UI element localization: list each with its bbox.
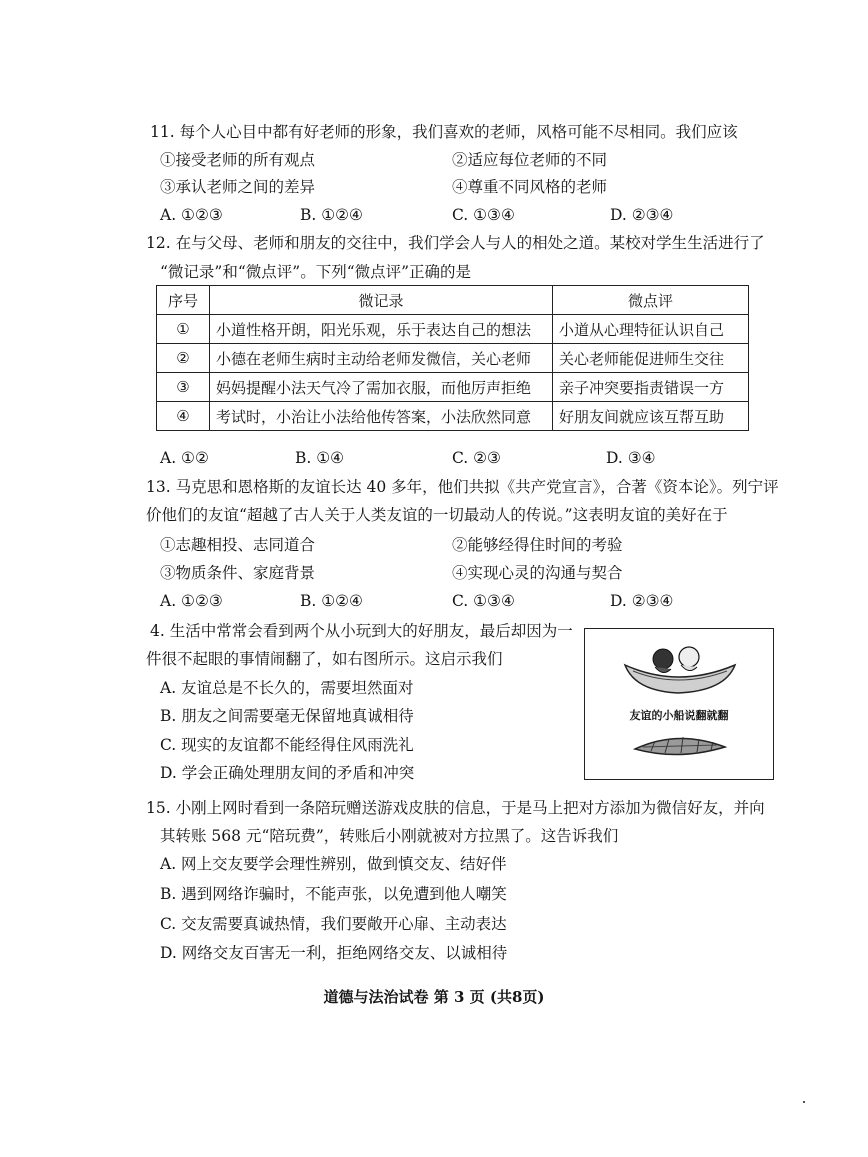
q12-stem-line1: 12. 在与父母、老师和朋友的交往中，我们学会人与人的相处之道。某校对学生生活进行了 [146, 234, 765, 252]
q11-option-d: D. ②③④ [610, 206, 674, 224]
q13-item-2: ②能够经得住时间的考验 [452, 536, 623, 554]
table-cell: 小道性格开朗，阳光乐观，乐于表达自己的想法 [210, 315, 553, 344]
table-cell: 关心老师能促进师生交往 [553, 344, 749, 373]
table-row [157, 315, 749, 344]
friendship-boat-cartoon [584, 628, 774, 780]
q15-option-a: A. 网上交友要学会理性辨别，做到慎交友、结好伴 [160, 855, 507, 873]
q12-option-d: D. ③④ [606, 449, 656, 467]
q13-option-a: A. ①②③ [160, 592, 223, 610]
q15-stem-line1: 15. 小刚上网时看到一条陪玩赠送游戏皮肤的信息，于是马上把对方添加为微信好友，并向 [146, 799, 765, 817]
q14-option-a: A. 友谊总是不长久的，需要坦然面对 [160, 679, 414, 697]
q11-item-3: ③承认老师之间的差异 [160, 178, 316, 196]
q13-item-3: ③物质条件、家庭背景 [160, 564, 316, 582]
table-row [157, 402, 749, 431]
q15-option-d: D. 网络交友百害无一利，拒绝网络交友、以诚相待 [160, 944, 508, 962]
q13-item-1: ①志趣相投、志同道合 [160, 536, 316, 554]
q15-option-c: C. 交友需要真诚热情，我们要敞开心扉、主动表达 [160, 915, 507, 933]
scan-speck [803, 1101, 805, 1103]
table-header-row [157, 286, 749, 315]
q14-stem-line2: 件很不起眼的事情闹翻了，如右图所示。这启示我们 [146, 650, 503, 668]
q14-stem-line1: 4. 生活中常常会看到两个从小玩到大的好朋友，最后却因为一 [150, 622, 573, 640]
table-cell: ④ [157, 402, 210, 431]
q14-option-b: B. 朋友之间需要毫无保留地真诚相待 [160, 707, 414, 725]
table-cell: 小道从心理特征认识自己 [553, 315, 749, 344]
table-row [157, 344, 749, 373]
q13-option-c: C. ①③④ [452, 592, 515, 610]
q13-option-b: B. ①②④ [300, 592, 363, 610]
q11-option-a: A. ①②③ [160, 206, 223, 224]
q15-stem-line2: 其转账 568 元“陪玩费”，转账后小刚就被对方拉黑了。这告诉我们 [160, 827, 619, 845]
boat-illustration [585, 629, 772, 778]
table-header-cell: 序号 [157, 286, 210, 315]
q11-item-1: ①接受老师的所有观点 [160, 151, 316, 169]
q11-item-4: ④尊重不同风格的老师 [452, 178, 608, 196]
q11-stem: 11. 每个人心目中都有好老师的形象，我们喜欢的老师，风格可能不尽相同。我们应该 [150, 123, 738, 141]
q11-item-2: ②适应每位老师的不同 [452, 151, 608, 169]
q13-option-d: D. ②③④ [610, 592, 674, 610]
q14-option-c: C. 现实的友谊都不能经得住风雨洗礼 [160, 736, 414, 754]
q13-stem-line2: 价他们的友谊“超越了古人关于人类友谊的一切最动人的传说。”这表明友谊的美好在于 [146, 506, 728, 524]
q13-item-4: ④实现心灵的沟通与契合 [452, 564, 623, 582]
table-header-cell: 微点评 [553, 286, 749, 315]
q12-option-a: A. ①② [160, 449, 209, 467]
q13-stem-line1: 13. 马克思和恩格斯的友谊长达 40 多年，他们共拟《共产党宣言》，合著《资本论》。列宁评 [146, 478, 779, 496]
q12-stem-line2: “微记录”和“微点评”。下列“微点评”正确的是 [160, 263, 472, 281]
q11-option-b: B. ①②④ [300, 206, 363, 224]
table-cell: ② [157, 344, 210, 373]
page-footer: 道德与法治试卷 第 3 页 (共8页) [323, 988, 545, 1006]
q12-table [156, 285, 749, 431]
q15-option-b: B. 遇到网络诈骗时，不能声张，以免遭到他人嘲笑 [160, 885, 507, 903]
q11-option-c: C. ①③④ [452, 206, 515, 224]
q14-option-d: D. 学会正确处理朋友间的矛盾和冲突 [160, 764, 415, 782]
table-cell: ① [157, 315, 210, 344]
cartoon-caption: 友谊的小船说翻就翻 [629, 709, 729, 722]
table-cell: 妈妈提醒小法天气冷了需加衣服，而他厉声拒绝 [210, 373, 553, 402]
table-cell: 好朋友间就应该互帮互助 [553, 402, 749, 431]
table-header-cell: 微记录 [210, 286, 553, 315]
q12-option-c: C. ②③ [452, 449, 501, 467]
table-row [157, 373, 749, 402]
table-cell: ③ [157, 373, 210, 402]
q12-option-b: B. ①④ [295, 449, 345, 467]
table-cell: 亲子冲突要指责错误一方 [553, 373, 749, 402]
table-cell: 小德在老师生病时主动给老师发微信，关心老师 [210, 344, 553, 373]
table-cell: 考试时，小治让小法给他传答案，小法欣然同意 [210, 402, 553, 431]
